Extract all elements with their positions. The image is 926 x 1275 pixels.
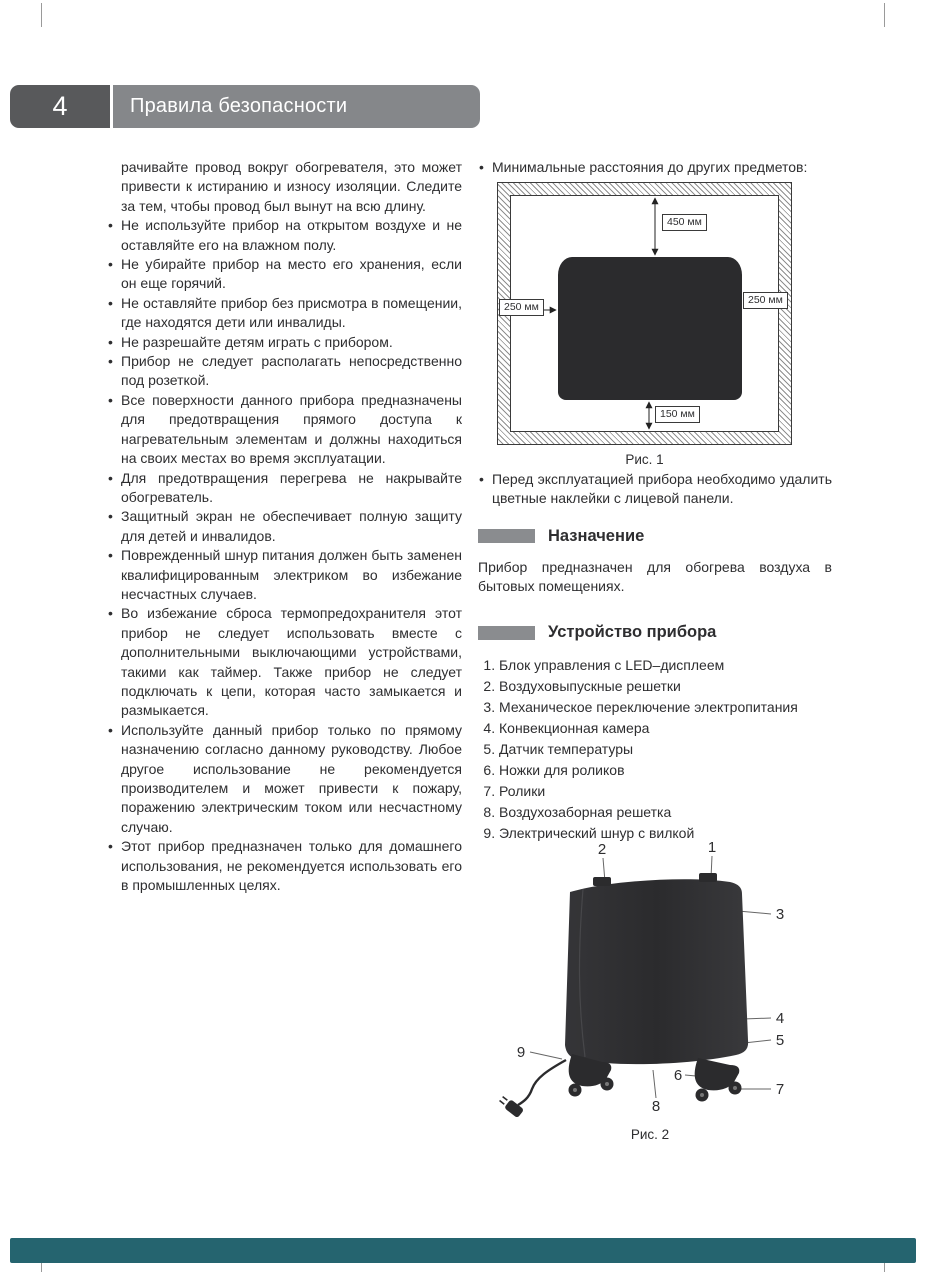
- device-parts-list: [478, 655, 832, 844]
- heater-illustration: [490, 832, 810, 1117]
- heater-silhouette: [558, 257, 742, 400]
- safety-bullet: • Этот прибор предназначен только для домашнего использования, не рекомендуется использовать его в промышленных целях.: [107, 837, 462, 895]
- figure-1-caption: Рис. 1: [625, 452, 664, 468]
- dim-label-left: 250 мм: [499, 299, 544, 316]
- safety-bullet-list: [107, 216, 462, 895]
- fig2-callout-6: 6: [673, 1067, 683, 1085]
- power-plug: [498, 1094, 524, 1117]
- dim-label-right: 250 мм: [743, 292, 788, 309]
- chapter-header: [10, 85, 480, 128]
- power-cord: [518, 1060, 566, 1105]
- dim-label-bottom: 150 мм: [655, 406, 700, 423]
- fig2-callout-1: 1: [707, 839, 717, 857]
- dim-label-top: 450 мм: [662, 214, 707, 231]
- fig2-callout-9: 9: [516, 1044, 526, 1062]
- section-bar: [478, 626, 535, 640]
- fig2-callout-3: 3: [775, 906, 785, 924]
- min-distance-bullet-list: [478, 158, 832, 177]
- heater-body: [565, 879, 748, 1064]
- fig2-callout-5: 5: [775, 1032, 785, 1050]
- device-part-item: 8. Воздухозаборная решетка: [499, 802, 832, 823]
- section-title-purpose: Назначение: [548, 526, 645, 545]
- min-distance-bullet: • Минимальные расстояния до других предметов:: [478, 158, 832, 177]
- safety-bullet: • Не оставляйте прибор без присмотра в помещении, где находятся дети или инвалиды.: [107, 294, 462, 333]
- device-part-item: 1. Блок управления с LED–дисплеем: [499, 655, 832, 676]
- page-title: Правила безопасности: [113, 85, 480, 128]
- safety-bullet: • Защитный экран не обеспечивает полную защиту для детей и инвалидов.: [107, 507, 462, 546]
- safety-text-column: [107, 158, 462, 895]
- section-purpose-heading: [478, 527, 832, 546]
- section-device-heading: [478, 623, 832, 642]
- crop-mark: [884, 3, 885, 27]
- figure-1-clearances: [497, 182, 792, 445]
- safety-bullet: • Прибор не следует располагать непосредственно под розеткой.: [107, 352, 462, 391]
- safety-bullet: • Не убирайте прибор на место его хранения, если он еще горячий.: [107, 255, 462, 294]
- safety-bullet: • Во избежание сброса термопредохранителя этот прибор не следует использовать вместе с дополнительными выключающими устройствами, такими как таймер. Также прибор не следует подключать к цепи, которая часто замыкается и размыкается.: [107, 604, 462, 720]
- figure-2-caption: Рис. 2: [630, 1127, 670, 1143]
- intro-paragraph: рачивайте провод вокруг обогревателя, это может привести к истиранию и износу изоляции. Следите за тем, чтобы провод был вынут на всю длину.: [121, 159, 462, 214]
- safety-bullet: • Не разрешайте детям играть с прибором.: [107, 333, 462, 352]
- figure-2-device: [478, 832, 810, 1144]
- section-title-device: Устройство прибора: [548, 622, 717, 641]
- top-grille-right: [699, 873, 717, 882]
- crop-mark: [41, 3, 42, 27]
- fig2-callout-4: 4: [775, 1010, 785, 1028]
- safety-bullet: • Для предотвращения перегрева не накрывайте обогреватель.: [107, 469, 462, 508]
- device-part-item: 4. Конвекционная камера: [499, 718, 832, 739]
- device-part-item: 9. Электрический шнур с вилкой: [499, 823, 832, 844]
- fig2-callout-7: 7: [775, 1081, 785, 1099]
- fig2-callout-8: 8: [651, 1098, 661, 1116]
- purpose-body: Прибор предназначен для обогрева воздуха в бытовых помещениях.: [478, 559, 832, 595]
- safety-bullet: • Все поверхности данного прибора предназначены для предотвращения прямого доступа к нагревательным элементам и должны находиться на своих местах во время эксплуатации.: [107, 391, 462, 469]
- device-part-item: 6. Ножки для роликов: [499, 760, 832, 781]
- fig2-callout-2: 2: [597, 841, 607, 859]
- safety-bullet: • Используйте данный прибор только по прямому назначению согласно данному руководству. Любое другое использование не рекомендуется производителем и может привести к пожару, поражению электрическим током или несчастному случаю.: [107, 721, 462, 837]
- top-grille-left: [593, 877, 611, 886]
- device-part-item: 3. Механическое переключение электропитания: [499, 697, 832, 718]
- page-number: 4: [10, 85, 110, 128]
- device-part-item: 5. Датчик температуры: [499, 739, 832, 760]
- safety-bullet: • Не используйте прибор на открытом воздухе и не оставляйте его на влажном полу.: [107, 216, 462, 255]
- section-bar: [478, 529, 535, 543]
- device-part-item: 7. Ролики: [499, 781, 832, 802]
- right-column: [478, 158, 832, 1145]
- footer-bar: [10, 1238, 916, 1263]
- device-part-item: 2. Воздуховыпускные решетки: [499, 676, 832, 697]
- stickers-bullet: • Перед эксплуатацией прибора необходимо удалить цветные наклейки с лицевой панели.: [478, 470, 832, 509]
- stickers-bullet-list: [478, 470, 832, 509]
- safety-bullet: • Поврежденный шнур питания должен быть заменен квалифицированным электриком во избежание несчастных случаев.: [107, 546, 462, 604]
